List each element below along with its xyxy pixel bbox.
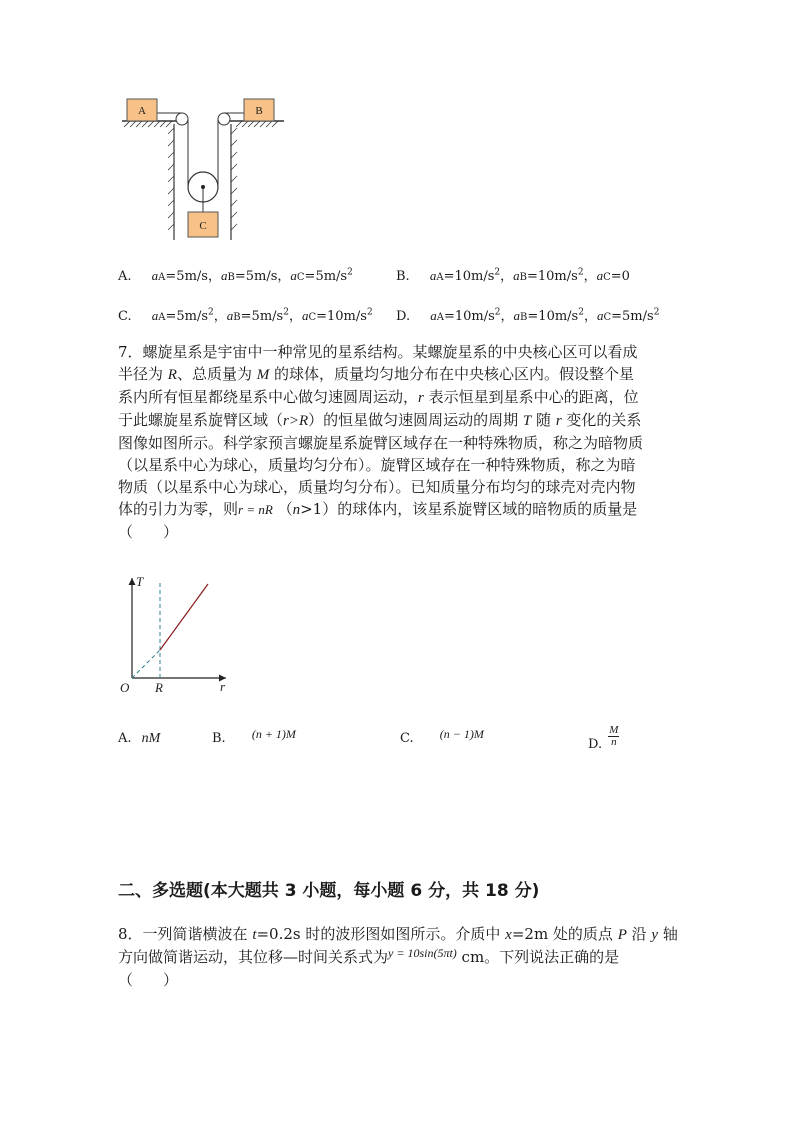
option-letter: A. bbox=[118, 269, 132, 284]
t-r-graph bbox=[112, 570, 238, 700]
right-ledge bbox=[226, 121, 284, 127]
r-mark-label: R bbox=[155, 680, 163, 695]
q7-line: （以星系中心为球心，质量均匀分布）。旋臂区域存在一种特殊物质，称之为暗 bbox=[118, 456, 636, 474]
pulley-figure bbox=[118, 94, 290, 244]
q6-option-d[interactable]: D. $aA=10m/s^2$，$aB=10m/s^2$，$aC=5m/s^2$ bbox=[396, 307, 660, 324]
q7-line: 体的引力为零，则r = nR （n>1）的球体内，该星系旋臂区域的暗物质的质量是 bbox=[118, 500, 638, 518]
q8-line: 方向做简谐运动，其位移—时间关系式为$^{y = 10sin(5\pi t)}$ cm。下列说法正确的是 bbox=[118, 946, 620, 966]
option-letter: C. bbox=[118, 309, 132, 324]
t-r-line bbox=[160, 584, 208, 650]
q8-text bbox=[118, 923, 678, 991]
q7-text bbox=[118, 341, 643, 543]
block-a-label: A bbox=[138, 105, 146, 117]
right-corner-pulley bbox=[218, 113, 230, 125]
q7-line: 7．螺旋星系是宇宙中一种常见的星系结构。某螺旋星系的中央核心区可以看成 bbox=[118, 343, 638, 361]
extrapolated-dashed-line bbox=[132, 650, 160, 678]
q6-option-b[interactable]: B. $aA=10m/s^2$，$aB=10m/s^2$，aC=0 bbox=[396, 267, 630, 284]
fraction-m-over-n: $\frac{M}{n}$ bbox=[609, 724, 619, 748]
q7-option-d[interactable]: D. $\frac{M}{n}$ bbox=[588, 724, 619, 752]
y-axis-label: T bbox=[136, 574, 144, 589]
block-b-label: B bbox=[255, 105, 263, 117]
answer-bracket: （ ） bbox=[118, 523, 179, 541]
q7-line: 系内所有恒星都绕星系中心做匀速圆周运动，r 表示恒星到星系中心的距离，位 bbox=[118, 388, 639, 406]
q7-line: 图像如图所示。科学家预言螺旋星系旋臂区域存在一种特殊物质，称之为暗物质 bbox=[118, 434, 644, 452]
left-corner-pulley bbox=[176, 113, 188, 125]
q7-option-c[interactable]: C. (n − 1)M bbox=[400, 727, 484, 746]
origin-label: O bbox=[120, 680, 130, 695]
q7-line: 于此螺旋星系旋臂区域（r>R）的恒星做匀速圆周运动的周期 T 随 r 变化的关系 bbox=[118, 411, 642, 429]
answer-bracket: （ ） bbox=[118, 971, 179, 989]
q8-line: 8．一列简谐横波在 t=0.2s 时的波形图如图所示。介质中 x=2m 处的质点 P 沿 y 轴 bbox=[118, 925, 678, 943]
q6-option-a[interactable]: A. aA=5m/s，aB=5m/s，$aC=5m/s^2$ bbox=[118, 267, 353, 284]
q7-line: 物质（以星系中心为球心，质量均匀分布）。已知质量分布均匀的球壳对壳内物 bbox=[118, 478, 636, 496]
q6-option-c[interactable]: C. $aA=5m/s^2$，$aB=5m/s^2$，$aC=10m/s^2$ bbox=[118, 307, 373, 324]
section-heading: 二、多选题(本大题共 3 小题，每小题 6 分，共 18 分) bbox=[118, 881, 540, 901]
q7-option-b[interactable]: B. (n + 1)M bbox=[212, 727, 296, 746]
block-c-label: C bbox=[199, 220, 207, 232]
q7-line: 半径为 R、总质量为 M 的球体，质量均匀地分布在中央核心区内。假设整个星 bbox=[118, 365, 635, 383]
option-letter: B. bbox=[396, 269, 410, 284]
left-ledge bbox=[122, 121, 182, 127]
x-axis-label: r bbox=[220, 679, 226, 694]
option-letter: D. bbox=[396, 309, 411, 324]
q7-option-a[interactable]: A. nM bbox=[118, 731, 161, 746]
